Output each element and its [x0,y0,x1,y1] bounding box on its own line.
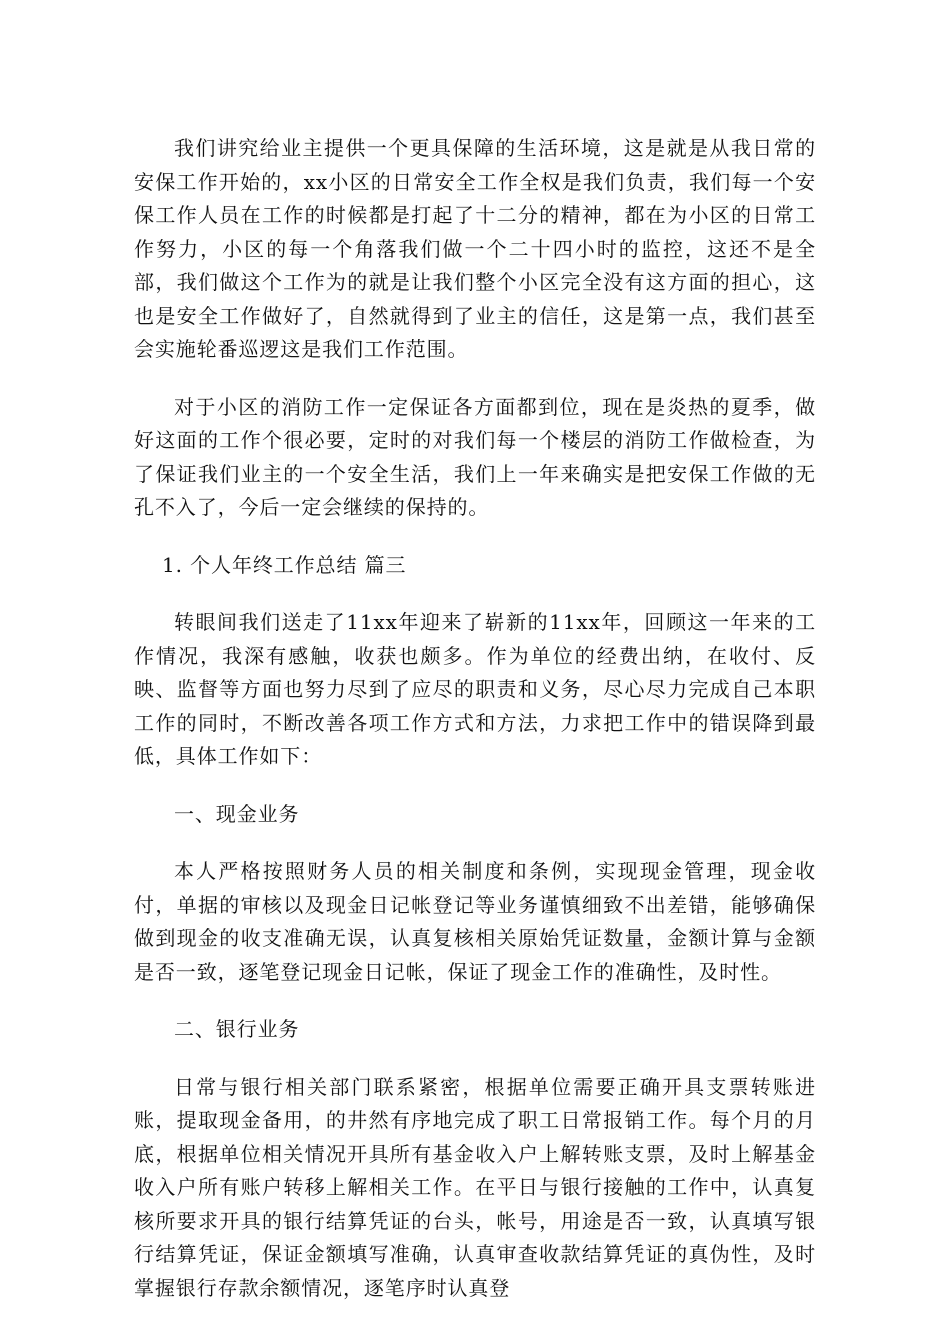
section-heading-part-three: 1. 个人年终工作总结 篇三 [162,552,407,577]
document-body [134,132,816,1329]
paragraph-bank-business: 日常与银行相关部门联系紧密，根据单位需要正确开具支票转账进账，提取现金备用，的井然有序地完成了职工日常报销工作。每个月的月底，根据单位相关情况开具所有基金收入户上解转账支票，及时上解基金收入户所有账户转移上解相关工作。在平日与银行接触的工作中，认真复核所要求开具的银行结算凭证的台头，帐号，用途是否一致，认真填写银行结算凭证，保证金额填写准确，认真审查收款结算凭证的真伪性，及时掌握银行存款余额情况，逐笔序时认真登 [134,1074,816,1300]
paragraph-cash-business: 本人严格按照财务人员的相关制度和条例，实现现金管理，现金收付，单据的审核以及现金日记帐登记等业务谨慎细致不出差错，能够确保做到现金的收支准确无误，认真复核相关原始凭证数量，金额计算与金额是否一致，逐笔登记现金日记帐，保证了现金工作的准确性，及时性。 [134,859,816,984]
paragraph-security-work: 我们讲究给业主提供一个更具保障的生活环境，这是就是从我日常的安保工作开始的，xx小区的日常安全工作全权是我们负责，我们每一个安保工作人员在工作的时候都是打起了十二分的精神，都在为小区的日常工作努力，小区的每一个角落我们做一个二十四小时的监控，这还不是全部，我们做这个工作为的就是让我们整个小区完全没有这方面的担心，这也是安全工作做好了，自然就得到了业主的信任，这是第一点，我们甚至会实施轮番巡逻这是我们工作范围。 [134,136,816,361]
section-heading-cash-business: 一、现金业务 [174,801,300,826]
section-heading-bank-business: 二、银行业务 [174,1017,300,1041]
paragraph-year-review: 转眼间我们送走了11xx年迎来了崭新的11xx年，回顾这一年来的工作情况，我深有感触，收获也颇多。作为单位的经费出纳，在收付、反映、监督等方面也努力尽到了应尽的职责和义务，尽心尽力完成自己本职工作的同时，不断改善各项工作方式和方法，力求把工作中的错误降到最低，具体工作如下： [134,610,816,768]
paragraph-fire-safety: 对于小区的消防工作一定保证各方面都到位，现在是炎热的夏季，做好这面的工作个很必要，定时的对我们每一个楼层的消防工作做检查，为了保证我们业主的一个安全生活，我们上一年来确实是把安保工作做的无孔不入了，今后一定会继续的保持的。 [134,394,816,519]
